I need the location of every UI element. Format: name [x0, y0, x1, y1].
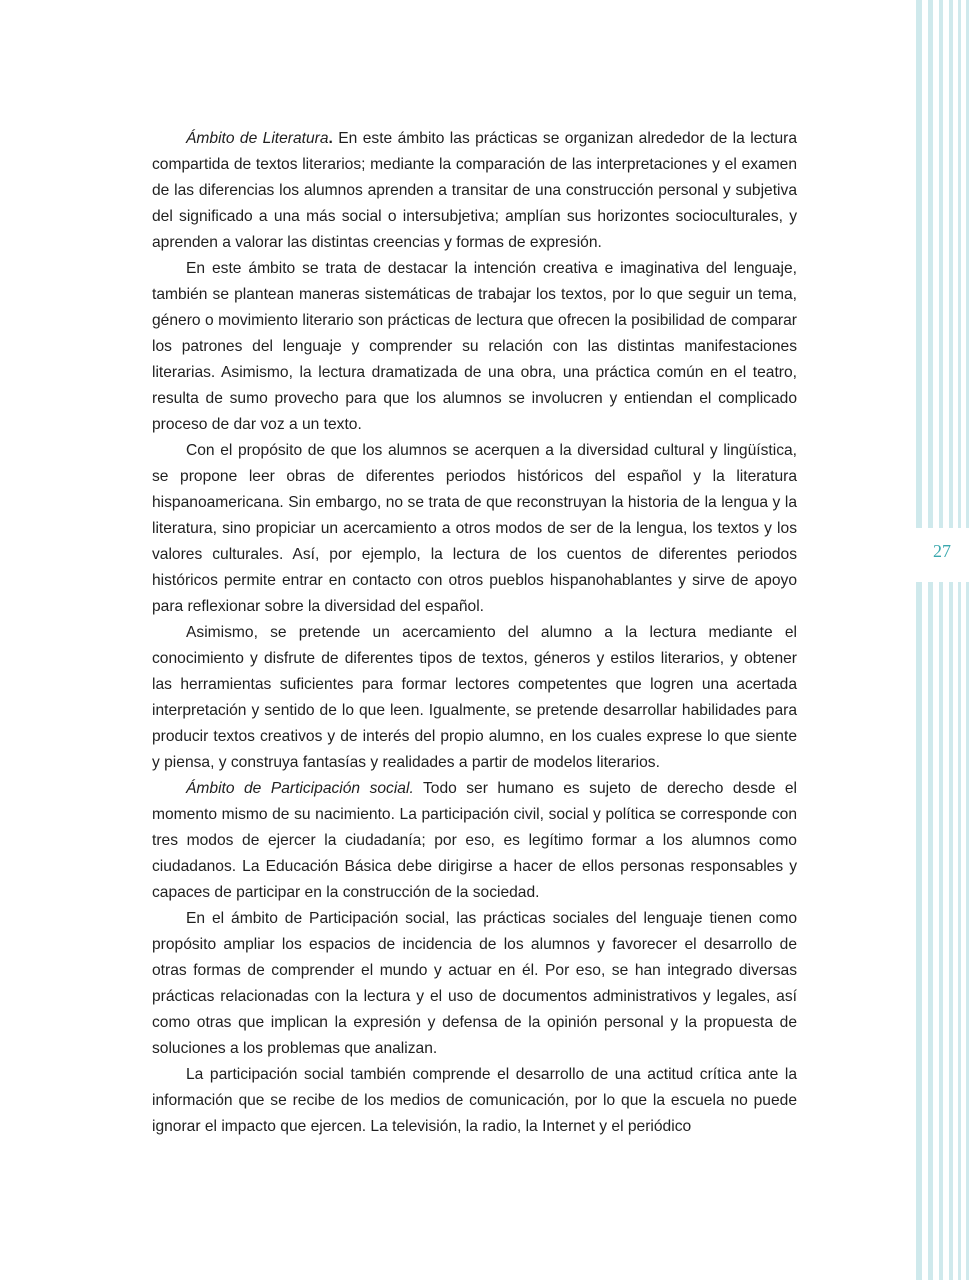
section-lead-literatura: Ámbito de Literatura [186, 130, 329, 147]
paragraph-ambito-participacion [152, 776, 797, 906]
paragraph: Asimismo, se pretende un acercamiento del alumno a la lectura mediante el conocimiento y disfrute de diferentes tipos de textos, géneros y estilos literarios, y obtener las herramientas suficientes para formar lectores competentes que logren una acertada interpretación y sentido de lo que leen. Igualmente, se pretende desarrollar habilidades para producir textos creativos y de interés del propio alumno, en los cuales exprese lo que siente y piensa, y construya fantasías y realidades a partir de modelos literarios. [152, 624, 797, 771]
lead-punctuation: . [328, 130, 333, 147]
paragraph-ambito-literatura [152, 126, 797, 256]
paragraph: En el ámbito de Participación social, las prácticas sociales del lenguaje tienen como propósito ampliar los espacios de incidencia de los alumnos y favorecer el desarrollo de otras formas de comprender el mundo y actuar en él. Por eso, se han integrado diversas prácticas relacionadas con la lectura y el uso de documentos administrativos y legales, así como otras que implican la expresión y defensa de la opinión personal y la propuesta de soluciones a los problemas que analizan. [152, 910, 797, 1057]
section-lead-participacion: Ámbito de Participación social. [186, 780, 414, 797]
paragraph: La participación social también comprende el desarrollo de una actitud crítica ante la información que se recibe de los medios de comunicación, por lo que la escuela no puede ignorar el impacto que ejercen. La televisión, la radio, la Internet y el periódico [152, 1066, 797, 1135]
paragraph-text: En este ámbito las prácticas se organizan alrededor de la lectura compartida de textos literarios; mediante la comparación de las interpretaciones y el examen de las diferencias los alumnos aprenden a transitar de una construcción personal y subjetiva del significado a una más social o intersubjetiva; amplían sus horizontes socioculturales, y aprenden a valorar las distintas creencias y formas de expresión. [152, 130, 797, 251]
paragraph: Con el propósito de que los alumnos se acerquen a la diversidad cultural y lingüística, se propone leer obras de diferentes periodos históricos del español y la literatura hispanoamericana. Sin embargo, no se trata de que reconstruyan la historia de la lengua y la literatura, sino propiciar un acercamiento a otros modos de ser de la lengua, los textos y los valores culturales. Así, por ejemplo, la lectura de los cuentos de diferentes periodos históricos permite entrar en contacto con otros pueblos hispanohablantes y sirve de apoyo para reflexionar sobre la diversidad del español. [152, 442, 797, 615]
paragraph-text: Todo ser humano es sujeto de derecho desde el momento mismo de su nacimiento. La participación civil, social y política se corresponde con tres modos de ejercer la ciudadanía; por eso, es legítimo formar a los alumnos como ciudadanos. La Educación Básica debe dirigirse a hacer de ellos personas responsables y capaces de participar en la construcción de la sociedad. [152, 780, 797, 901]
decorative-margin-stripes [914, 0, 972, 1280]
paragraph: En este ámbito se trata de destacar la intención creativa e imaginativa del lenguaje, también se plantean maneras sistemáticas de trabajar los textos, por lo que seguir un tema, género o movimiento literario son prácticas de lectura que ofrecen la posibilidad de comparar los patrones del lenguaje y comprender su relación con las distintas manifestaciones literarias. Asimismo, la lectura dramatizada de una obra, una práctica común en el teatro, resulta de sumo provecho para que los alumnos se involucren y entiendan el complicado proceso de dar voz a un texto. [152, 260, 797, 433]
page-number: 27 [933, 541, 951, 561]
body-text [152, 126, 797, 1140]
